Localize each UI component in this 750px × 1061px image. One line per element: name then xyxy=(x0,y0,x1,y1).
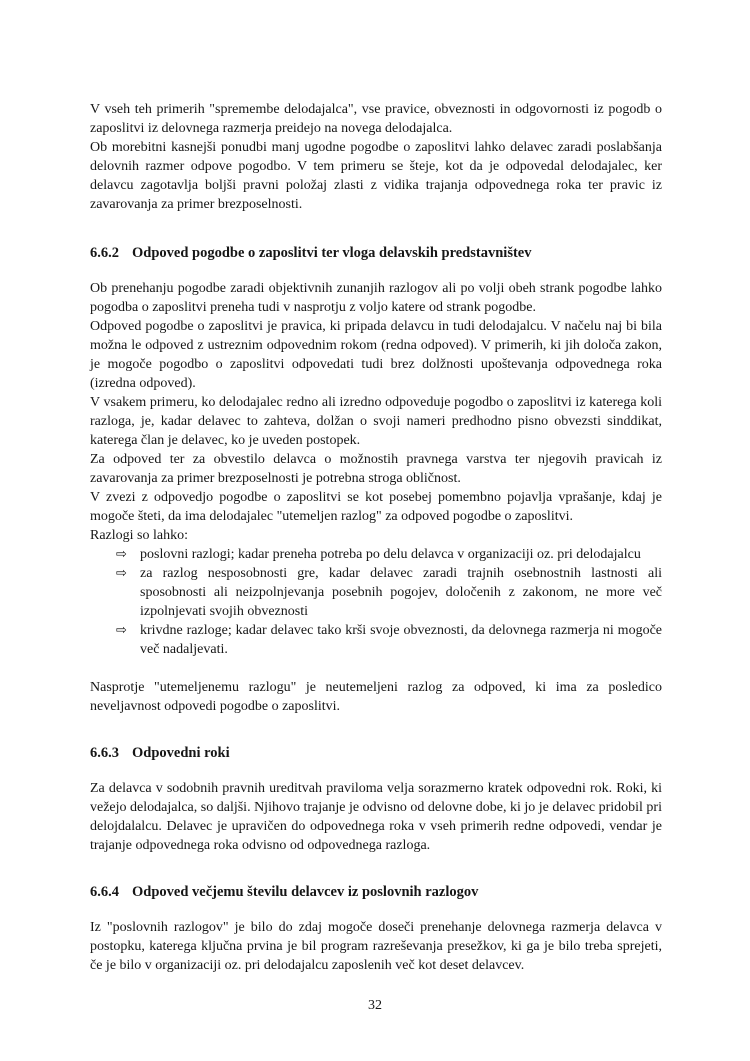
paragraph: Iz "poslovnih razlogov" je bilo do zdaj mogoče doseči prenehanje delovnega razmerja delavca v postopku, katerega ključna prvina je bil program razreševanja presežkov, ki ga je bilo treba sprejeti, če je bilo v organizaciji oz. pri delodajalcu zaposlenih več kot deset delavcev. xyxy=(90,920,662,973)
arrow-bullet-icon: ⇨ xyxy=(116,623,127,638)
bullet-list xyxy=(90,545,662,659)
list-item xyxy=(90,621,662,659)
paragraph: Odpoved pogodbe o zaposlitvi je pravica, ki pripada delavcu in tudi delodajalcu. V načelu naj bi bila možna le odpoved z ustreznim odpovednim rokom (redna odpoved). V primerih, ki jih določa zakon, je mogoče pogodbo o zaposlitvi odpovedati tudi brez dolžnosti upoštevanja odpovednega roka (izredna odpoved). xyxy=(90,319,662,391)
paragraph: Ob morebitni kasnejši ponudbi manj ugodne pogodbe o zaposlitvi lahko delavec zaradi poslabšanja delovnih razmer odpove pogodbo. V tem primeru se šteje, kot da je odpovedal delodajalec, ker delavcu zagotavlja boljši pravni položaj zlasti z vidika trajanja odpovednega roka ter pravic iz zavarovanja za primer brezposelnosti. xyxy=(90,140,662,212)
spacer xyxy=(90,659,662,678)
paragraph: Razlogi so lahko: xyxy=(90,528,188,543)
text-block xyxy=(90,100,662,975)
paragraph: V vseh teh primerih "spremembe delodajalca", vse pravice, obveznosti in odgovornosti iz pogodb o zaposlitvi iz delovnega razmerja preidejo na novega delodajalca. xyxy=(90,102,662,136)
section-number: 6.6.3 xyxy=(90,745,119,761)
section-title: Odpoved večjemu številu delavcev iz poslovnih razlogov xyxy=(132,884,479,900)
paragraph: Ob prenehanju pogodbe zaradi objektivnih zunanjih razlogov ali po volji obeh strank pogodbe lahko pogodba o zaposlitvi preneha tudi v nasprotju z voljo katere od strank pogodbe. xyxy=(90,281,662,315)
section-number: 6.6.4 xyxy=(90,884,119,900)
list-item-text: za razlog nesposobnosti gre, kadar delavec zaradi trajnih osebnostnih lastnosti ali sposobnosti ali neizpolnjevanja posebnih pogojev, določenih z zakonom, ne more več izpolnjevati svojih obveznosti xyxy=(140,566,662,619)
section-heading-6-6-2 xyxy=(90,244,662,263)
paragraph: Za delavca v sodobnih pravnih ureditvah praviloma velja sorazmerno kratek odpovedni rok. Roki, ki vežejo delodajalca, so daljši. Njihovo trajanje je odvisno od delovne dobe, ki jo je delavec pridobil pri delojdalalcu. Delavec je upravičen do odpovednega roka v vseh primerih redne odpovedi, vendar je trajanje odpovednega roka odvisno od odpovednega razloga. xyxy=(90,781,662,853)
paragraph: Nasprotje "utemeljenemu razlogu" je neutemeljeni razlog za odpoved, ki ima za posledico neveljavnost odpovedi pogodbe o zaposlitvi. xyxy=(90,680,662,714)
section-title: Odpoved pogodbe o zaposlitvi ter vloga delavskih predstavništev xyxy=(132,245,532,261)
section-title: Odpovedni roki xyxy=(132,745,230,761)
section-heading-6-6-3 xyxy=(90,744,662,763)
paragraph: V zvezi z odpovedjo pogodbe o zaposlitvi se kot posebej pomembno pojavlja vprašanje, kdaj je mogoče šteti, da ima delodajalec "utemeljen razlog" za odpoved pogodbe o zaposlitvi. xyxy=(90,490,662,524)
arrow-bullet-icon: ⇨ xyxy=(116,566,127,581)
spacer xyxy=(90,214,662,244)
paragraph: Za odpoved ter za obvestilo delavca o možnostih pravnega varstva ter njegovih pravicah iz zavarovanja za primer brezposelnosti je potrebna stroga obličnost. xyxy=(90,452,662,486)
section-heading-6-6-4 xyxy=(90,883,662,902)
spacer xyxy=(90,902,662,918)
section-number: 6.6.2 xyxy=(90,245,119,261)
spacer xyxy=(90,855,662,883)
spacer xyxy=(90,716,662,744)
list-item xyxy=(90,564,662,621)
arrow-bullet-icon: ⇨ xyxy=(116,547,127,562)
paragraph: V vsakem primeru, ko delodajalec redno ali izredno odpoveduje pogodbo o zaposlitvi iz katerega koli razloga, je, kadar delavec to zahteva, dolžan o svoji nameri predhodno pisno obvezsti sinddikat, katerega član je delavec, ko je uveden postopek. xyxy=(90,395,662,448)
list-item-text: poslovni razlogi; kadar preneha potreba po delu delavca v organizaciji oz. pri delodajalcu xyxy=(140,547,641,562)
list-item xyxy=(90,545,662,564)
page-number: 32 xyxy=(368,998,382,1013)
list-item-text: krivdne razloge; kadar delavec tako krši svoje obveznosti, da delovnega razmerja ni mogoče več nadaljevati. xyxy=(140,623,662,657)
spacer xyxy=(90,763,662,779)
spacer xyxy=(90,263,662,279)
